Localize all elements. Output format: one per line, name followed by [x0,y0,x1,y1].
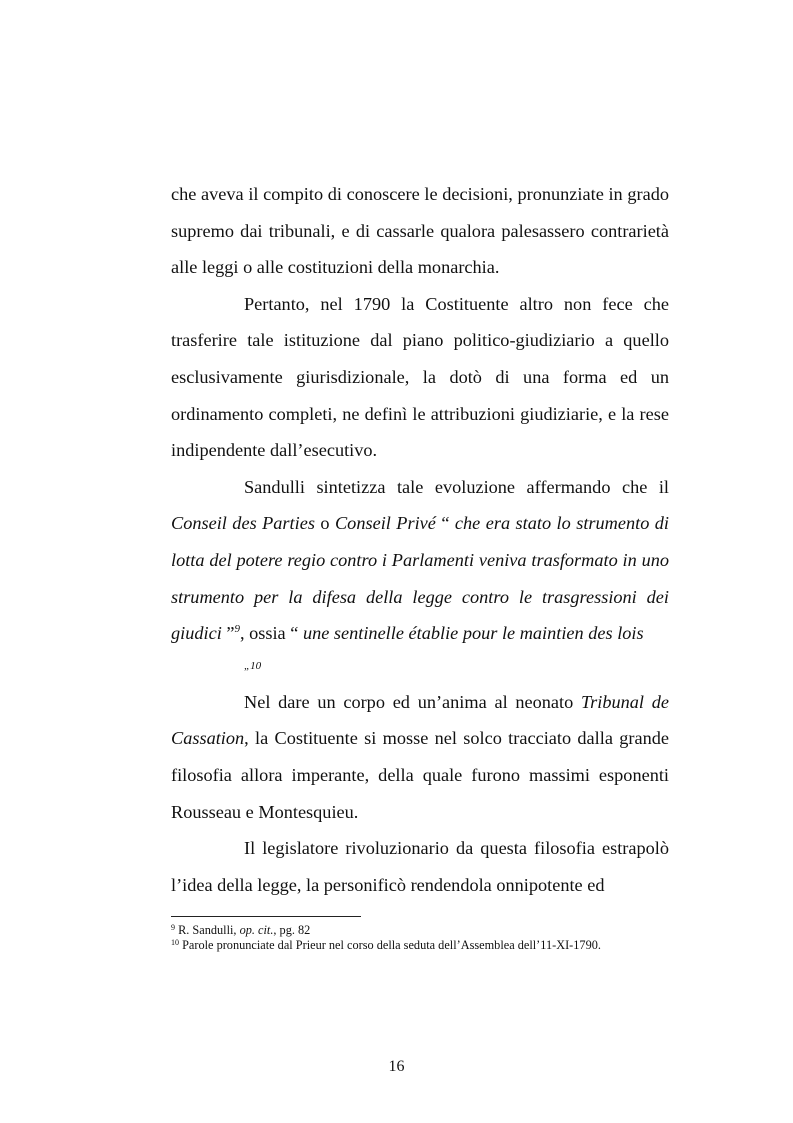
p3-intro: Sandulli sintetizza tale evoluzione affermando che il [244,476,669,497]
p4-term-tribunal-de-cassation: Tribunal de Cassation [171,691,669,749]
footnote-9-text-before: R. Sandulli, [178,923,240,937]
footnote-ref-10: 10 [250,659,262,672]
footnote-10-number: 10 [171,938,179,947]
paragraph-2: Pertanto, nel 1790 la Costituente altro non fece che trasferire tale istituzione dal piano politico-giudiziario a quello esclusivamente giurisdizionale, la dotò di una forma ed un ordinamento completi, ne definì le attribuzioni giudiziarie, e la rese indipendente dall’esecutivo. [171,293,669,461]
footnote-ref-9: 9 [234,623,240,636]
p4-rest: , la Costituente si mosse nel solco tracciato dalla grande filosofia allora imperante, della quale furono massimi esponenti Rousseau e Montesquieu. [171,728,669,822]
paragraph-1: che aveva il compito di conoscere le decisioni, pronunziate in grado supremo dai tribunali, e di cassarle qualora palesassero contrarietà alle leggi o alle costituzioni della monarchia. [171,184,669,278]
paragraph-5: Il legislatore rivoluzionario da questa filosofia estrapolò l’idea della legge, la personificò rendendola onnipotente ed [171,838,669,895]
footnote-separator [171,916,361,917]
footnote-9 [171,923,631,938]
paragraph-4 [171,684,669,830]
p3-open-quote: “ [435,513,455,534]
p3-quote-tail [171,656,669,676]
p3-close-quote-1: ” [221,623,235,644]
p3-quote-1: che era stato lo strumento di lotta del potere regio contro i Parlamenti veniva trasformato in uno strumento per la difesa della legge contro le trasgressioni dei giudici [171,513,669,644]
p4-intro: Nel dare un corpo ed un’anima al neonato [244,691,581,712]
p3-term-conseil-prive: Conseil Privé [334,513,436,534]
footnote-9-italic: op. cit. [239,923,274,937]
footnote-9-number: 9 [171,923,175,932]
body-text [171,176,669,903]
footnotes [171,923,631,953]
p3-quote-2: une sentinelle établie pour le maintien des lois [302,623,644,644]
p3-or: o [314,513,335,534]
footnote-10 [171,938,631,953]
footnote-9-text-after: , pg. 82 [273,923,311,937]
p3-term-conseil-des-parties: Conseil des Parties [171,513,315,534]
p3-connector: , ossia “ [239,623,303,644]
footnote-10-text: Parole pronunciate dal Prieur nel corso della seduta dell’Assemblea dell’11-XI-1790. [182,938,601,952]
paragraph-3 [171,469,669,676]
p3-close-quote-2: „ [244,659,251,672]
page-number: 16 [388,1058,405,1075]
